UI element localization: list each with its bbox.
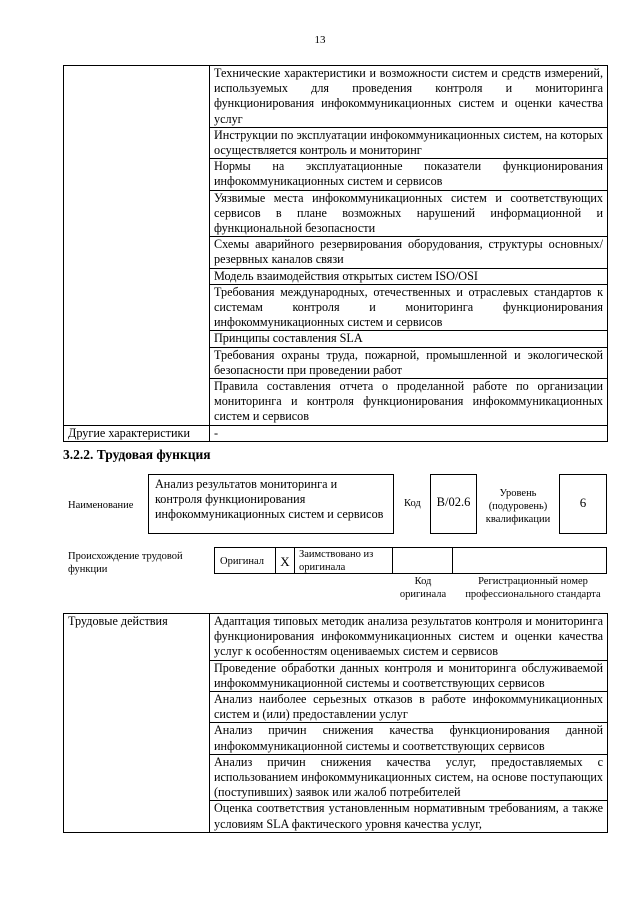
knowledge-item: Схемы аварийного резервирования оборудования, структуры основных/резервных каналов связи (210, 237, 608, 268)
code-value: B/02.6 (436, 495, 471, 509)
labor-action-item: Анализ наиболее серьезных отказов в работе инфокоммуникационных систем и (или) предоставлении услуг (210, 692, 608, 723)
knowledge-item: Уязвимые места инфокоммуникационных систем и соответствующих сервисов в плане возможных нарушений информационной и функциональной безопасности (210, 190, 608, 237)
labor-action-item: Адаптация типовых методик анализа результатов контроля и мониторинга функционирования инфокоммуникационных систем и оценки качества услуг к особенностям оцениваемых систем и сервисов (210, 614, 608, 661)
code-original-caption: Код оригинала (399, 576, 447, 600)
labor-actions-label: Трудовые действия (64, 614, 210, 833)
function-name-value: Анализ результатов мониторинга и контроля функционирования инфокоммуникационных систем и сервисов (155, 477, 384, 522)
original-label: Оригинал (220, 556, 264, 567)
other-characteristics-value: - (210, 425, 608, 441)
page-number: 13 (314, 34, 326, 46)
origin-label: Происхождение трудовой функции (68, 551, 183, 575)
knowledge-item: Инструкции по эксплуатации инфокоммуникационных систем, на которых осуществляется контроль и мониторинг (210, 127, 608, 158)
knowledge-requirements-table (63, 65, 608, 442)
name-label: Наименование (68, 500, 134, 511)
level-value: 6 (579, 495, 587, 510)
knowledge-item: Правила составления отчета о проделанной работе по организации мониторинга и контроля функционирования инфокоммуникационных систем и сервисов (210, 379, 608, 426)
original-mark: X (280, 554, 290, 569)
labor-action-item: Проведение обработки данных контроля и мониторинга обслуживаемой инфокоммуникационной системы и соответствующих сервисов (210, 660, 608, 691)
original-code-cell (392, 547, 453, 574)
code-box (430, 474, 477, 534)
labor-action-item: Анализ причин снижения качества услуг, предоставляемых с использованием инфокоммуникационных систем, на основе поступающих (поступивших) заявок или жалоб потребителей (210, 754, 608, 801)
level-label: Уровень (подуровень) квалификации (485, 488, 551, 525)
original-mark-cell (275, 547, 295, 574)
reg-number-caption: Регистрационный номер профессионального стандарта (465, 576, 601, 600)
knowledge-label-cell (64, 66, 210, 426)
labor-action-item: Анализ причин снижения качества функционирования данной инфокоммуникационной системы и соответствующих сервисов (210, 723, 608, 754)
knowledge-item: Модель взаимодействия открытых систем ISO/OSI (210, 268, 608, 284)
function-name-box (148, 474, 394, 534)
labor-action-item: Оценка соответствия установленным нормативным требованиям, а также условиям SLA фактического уровня качества услуг, (210, 801, 608, 832)
knowledge-item: Нормы на эксплуатационные показатели функционирования инфокоммуникационных систем и сервисов (210, 159, 608, 190)
code-label: Код (404, 498, 421, 509)
borrowed-label: Заимствовано из оригинала (299, 549, 374, 573)
section-title: 3.2.2. Трудовая функция (63, 447, 211, 462)
labor-actions-table (63, 613, 608, 833)
knowledge-item: Технические характеристики и возможности систем и средств измерений, используемых для проведения контроля и мониторинга функционирования инфокоммуникационных систем и оценки качества услуг (210, 66, 608, 128)
level-box (559, 474, 607, 534)
knowledge-item: Требования охраны труда, пожарной, промышленной и экологической безопасности при проведении работ (210, 347, 608, 378)
knowledge-item: Требования международных, отечественных и отраслевых стандартов к системам контроля и мониторинга функционирования инфокоммуникационных систем и сервисов (210, 284, 608, 331)
other-characteristics-label: Другие характеристики (64, 425, 210, 441)
knowledge-item: Принципы составления SLA (210, 331, 608, 347)
